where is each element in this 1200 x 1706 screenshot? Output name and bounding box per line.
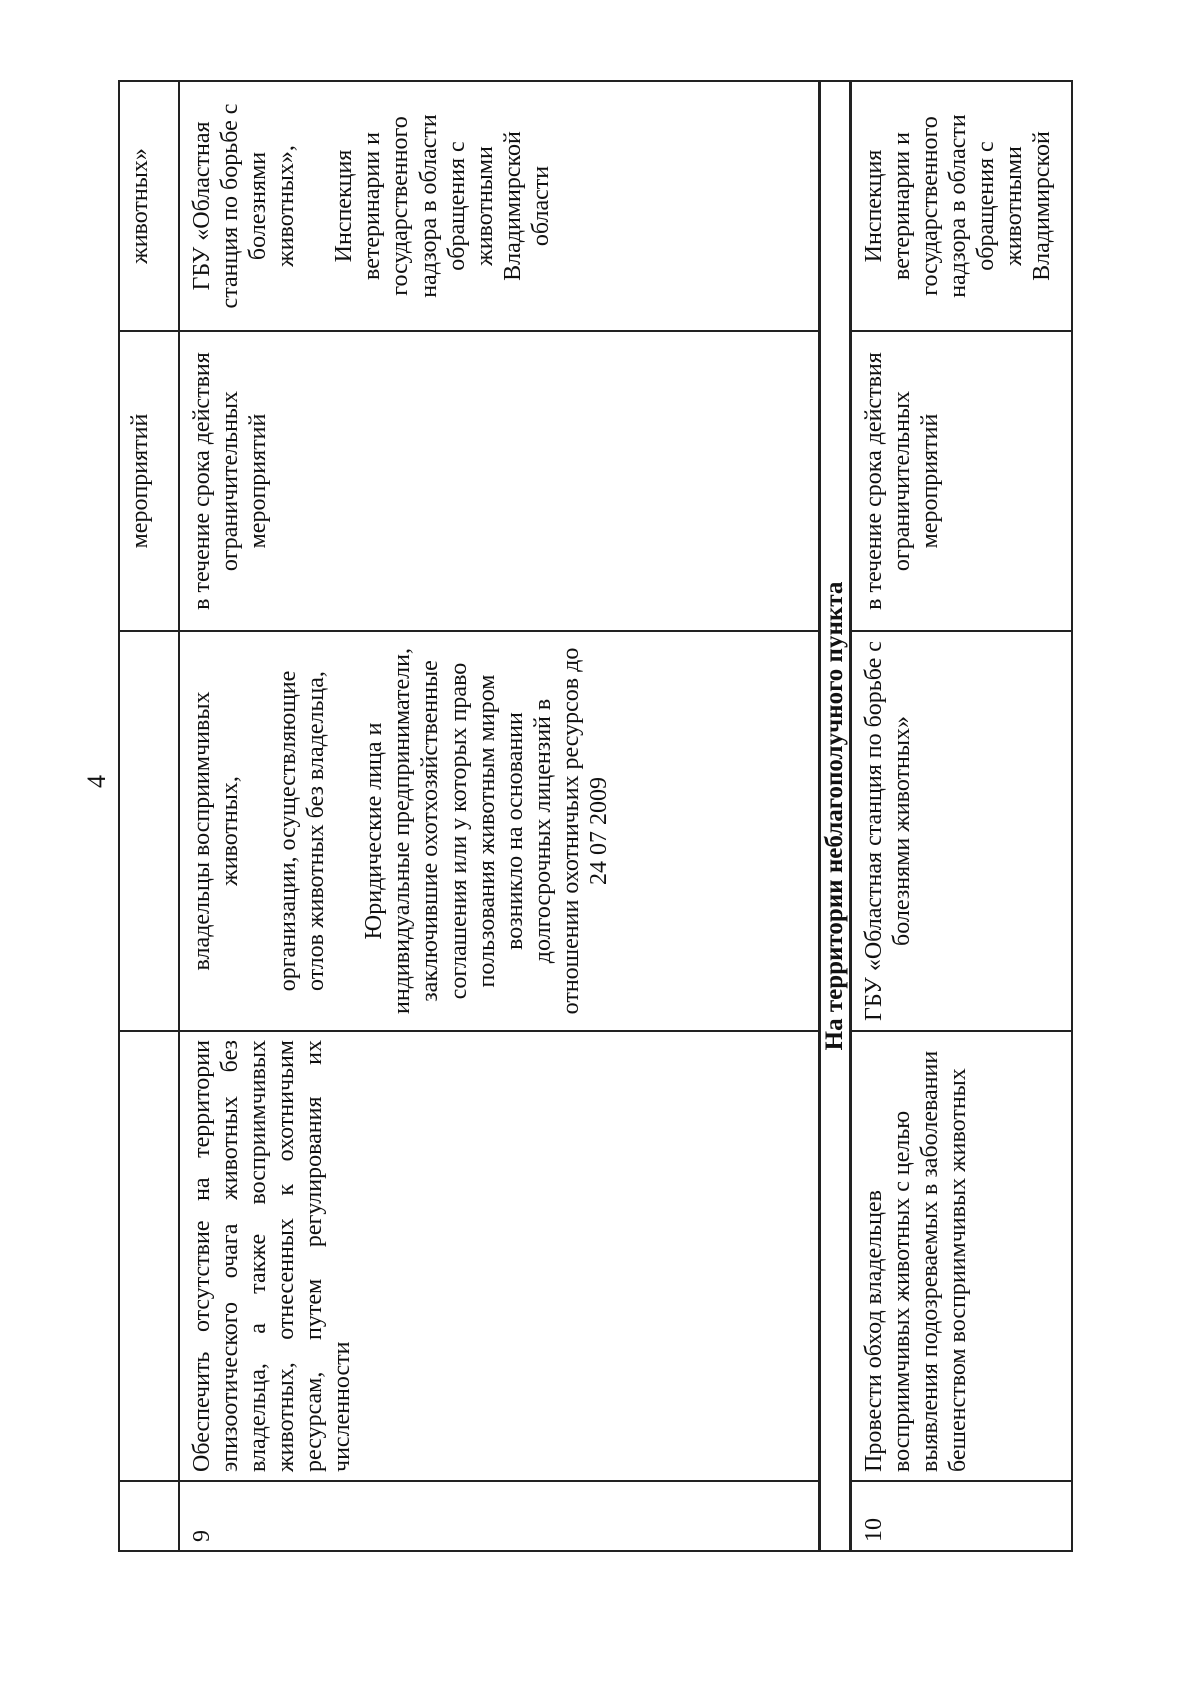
executor-cell xyxy=(179,631,819,1031)
header-cell-term: мероприятий xyxy=(119,331,179,631)
term-cell: в течение срока действия ограничительных мероприятий xyxy=(179,331,819,631)
responsible-cell xyxy=(179,81,819,331)
responsible-inspection: Инспекция ветеринарии и государственного надзора в области обращения с животными Владимирской области xyxy=(331,114,554,298)
executor-catching-organizations: организации, осуществляющие отлов животных без владельца, xyxy=(275,670,330,992)
rotated-page xyxy=(118,82,1068,1552)
executor-hunting-entities: Юридические лица и индивидуальные предприниматели, заключившие охотхозяйственные соглашения или у которых право пользования животным миром возникло на основании долгосрочных лицензий в отношении охотничьих ресурсов до 24 07 2009 xyxy=(361,647,612,1015)
row-number: 9 xyxy=(179,1481,819,1551)
header-cell-action xyxy=(119,1031,179,1481)
page-number: 4 xyxy=(82,775,111,788)
header-cell-num xyxy=(119,1481,179,1551)
responsible-cell: Инспекция ветеринарии и государственного надзора в области обращения с животными Владимирской xyxy=(850,81,1072,331)
action-cell: Провести обход владельцев восприимчивых животных с целью выявления подозреваемых в заболевании бешенством восприимчивых животных xyxy=(850,1031,1072,1481)
table-header-continuation xyxy=(119,81,179,1551)
row-number: 10 xyxy=(850,1481,1072,1551)
term-cell: в течение срока действия ограничительных мероприятий xyxy=(850,331,1072,631)
executor-cell: ГБУ «Областная станция по борьбе с болезнями животных» xyxy=(850,631,1072,1031)
executor-owners: владельцы восприимчивых животных, xyxy=(189,691,244,971)
table-row xyxy=(179,81,819,1551)
header-cell-executor xyxy=(119,631,179,1031)
header-cell-responsible: животных» xyxy=(119,81,179,331)
action-cell: Обеспечить отсутствие на территории эпизоотического очага животных без владельца, а также восприимчивых животных, отнесенных к охотничьим ресурсам, путем регулирования их численности xyxy=(179,1031,819,1481)
table-row xyxy=(850,81,1072,1551)
section-title: На территории неблагополучного пункта xyxy=(819,81,850,1551)
responsible-station: ГБУ «Областная станция по борьбе с болезнями животных», xyxy=(189,103,300,309)
measures-table xyxy=(118,80,1073,1552)
section-row xyxy=(819,81,850,1551)
